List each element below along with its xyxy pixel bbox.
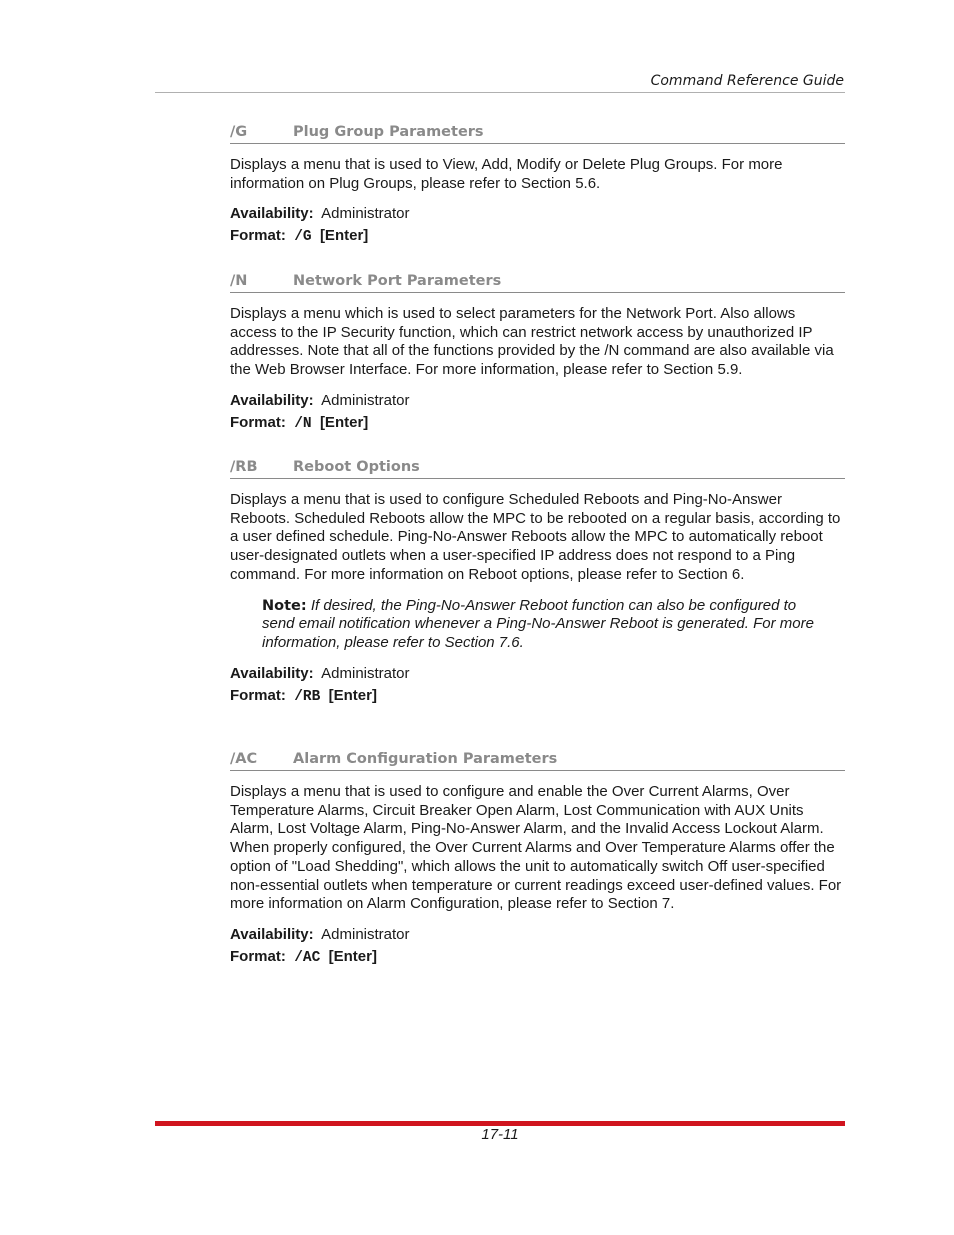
format-line <box>230 687 845 706</box>
availability-line <box>230 926 845 944</box>
section-description: Displays a menu that is used to View, Add, Modify or Delete Plug Groups. For more information on Plug Groups, please refer to Section 5.6. <box>230 156 783 192</box>
format-command: /G <box>294 229 312 246</box>
section-command: /RB <box>230 459 258 475</box>
availability-line <box>230 665 845 683</box>
section-command: /G <box>230 124 248 140</box>
section-title: Alarm Configuration Parameters <box>293 751 558 767</box>
availability-value: Administrator <box>321 391 410 409</box>
format-command: /RB <box>294 688 321 705</box>
availability-label: Availability: <box>230 925 314 943</box>
section-heading <box>230 273 845 293</box>
section-title: Plug Group Parameters <box>293 124 484 140</box>
section-command: /N <box>230 273 248 289</box>
section-title: Reboot Options <box>293 459 420 475</box>
section-command: /AC <box>230 751 258 767</box>
availability-value: Administrator <box>321 664 410 682</box>
availability-line <box>230 392 845 410</box>
section-heading <box>230 459 845 479</box>
section-title: Network Port Parameters <box>293 273 502 289</box>
format-suffix: [Enter] <box>319 227 369 245</box>
note-text: If desired, the Ping-No-Answer Reboot function can also be configured to send email notification whenever a Ping-No-Answer Reboot is generated. For more information, please refer to Section 7.6. <box>262 596 814 651</box>
format-label: Format: <box>230 947 286 965</box>
format-line <box>230 227 845 246</box>
section-heading <box>230 124 845 144</box>
section-description: Displays a menu which is used to select parameters for the Network Port. Also allows access to the IP Security function, which can restrict network access by unauthorized IP addresses. Note that all of the functions provided by the /N command are also available via the Web Browser Interface. For more information, please refer to Section 5.9. <box>230 305 834 379</box>
format-command: /N <box>294 415 312 432</box>
availability-label: Availability: <box>230 664 314 682</box>
section-rb <box>230 459 845 706</box>
format-line <box>230 948 845 967</box>
section-heading <box>230 751 845 771</box>
format-suffix: [Enter] <box>328 947 377 965</box>
note-block <box>262 597 832 653</box>
note-label: Note: <box>262 597 307 614</box>
availability-label: Availability: <box>230 205 314 223</box>
format-suffix: [Enter] <box>319 413 369 431</box>
section-ac <box>230 751 845 967</box>
availability-value: Administrator <box>321 205 410 223</box>
header-title: Command Reference Guide <box>650 73 844 89</box>
format-label: Format: <box>230 686 286 704</box>
header-rule <box>155 92 845 93</box>
format-command: /AC <box>294 949 321 966</box>
format-label: Format: <box>230 227 286 245</box>
section-description: Displays a menu that is used to configure and enable the Over Current Alarms, Over Temperature Alarms, Circuit Breaker Open Alarm, Lost Communication with AUX Units Alarm, Lost Voltage Alarm, Ping-No-Answer Alarm, and the Invalid Access Lockout Alarm. When properly configured, the Over Current Alarms and Over Temperature Alarms offer the option of "Load Shedding", which allows the unit to automatically switch Off user-specified non-essential outlets when temperature or current readings exceed user-defined values. For more information on Alarm Configuration, please refer to Section 7. <box>230 783 842 913</box>
availability-value: Administrator <box>321 925 410 943</box>
section-n <box>230 273 845 433</box>
availability-label: Availability: <box>230 391 314 409</box>
format-suffix: [Enter] <box>328 686 377 704</box>
format-label: Format: <box>230 413 286 431</box>
section-g <box>230 124 845 246</box>
format-line <box>230 414 845 433</box>
section-description: Displays a menu that is used to configure Scheduled Reboots and Ping-No-Answer Reboots. Scheduled Reboots allow the MPC to be rebooted on a regular basis, according to a user defined schedule. Ping-No-Answer Reboots allow the MPC to automatically reboot user-designated outlets when a user-specified IP address does not respond to a Ping command. For more information on Reboot options, please refer to Section 6. <box>230 491 841 583</box>
availability-line <box>230 205 845 223</box>
page-number: 17-11 <box>481 1126 519 1143</box>
